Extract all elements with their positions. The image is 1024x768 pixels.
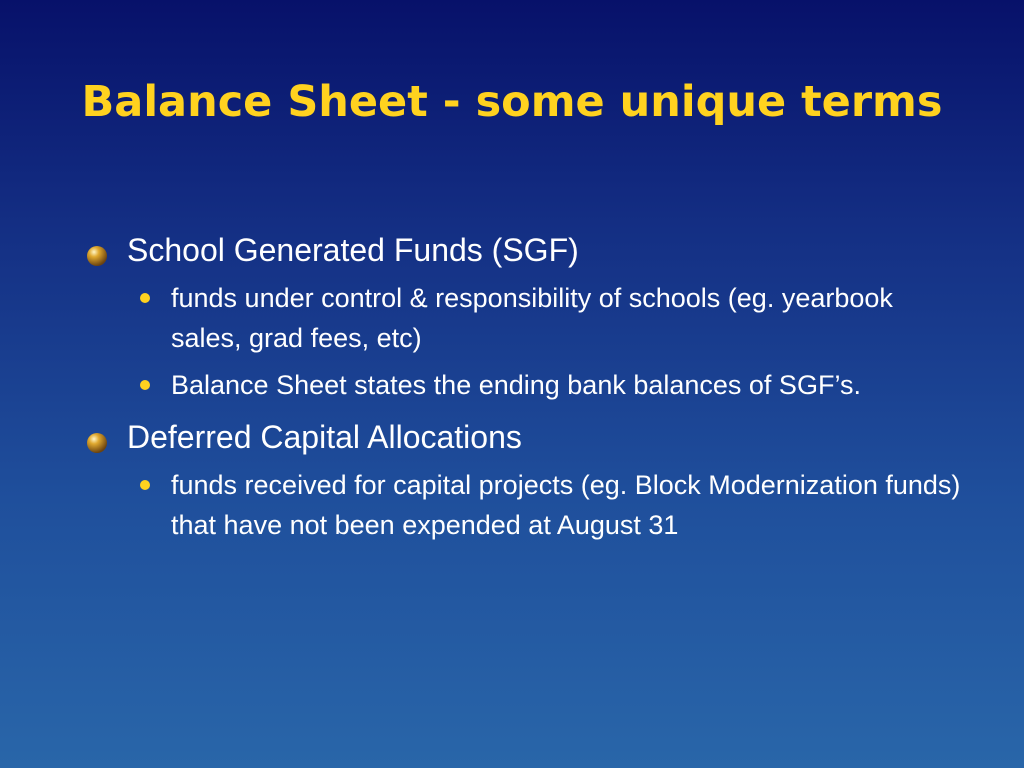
- bullet-item-sgf: [86, 230, 966, 270]
- bullet-item-deferred-capital: [86, 417, 966, 457]
- sub-bullet-item: [171, 278, 966, 358]
- slide-content: [86, 230, 966, 557]
- bullet-text: School Generated Funds (SGF): [127, 232, 579, 268]
- sublist-deferred-capital: [86, 465, 966, 545]
- sub-bullet-item: [171, 465, 966, 545]
- sub-bullet-text: Balance Sheet states the ending bank balances of SGF’s.: [171, 370, 861, 400]
- sub-bullet-item: [171, 365, 966, 405]
- dot-bullet-icon: [140, 380, 150, 390]
- sub-bullet-text: funds received for capital projects (eg. Block Modernization funds) that have not been expended at August 31: [171, 470, 961, 540]
- sublist-sgf: [86, 278, 966, 405]
- sub-bullet-text: funds under control & responsibility of schools (eg. yearbook sales, grad fees, etc): [171, 283, 893, 353]
- dot-bullet-icon: [140, 293, 150, 303]
- sphere-bullet-icon: [86, 245, 108, 267]
- bullet-text: Deferred Capital Allocations: [127, 419, 522, 455]
- sphere-bullet-icon: [86, 432, 108, 454]
- slide-title: Balance Sheet - some unique terms: [81, 77, 943, 127]
- dot-bullet-icon: [140, 480, 150, 490]
